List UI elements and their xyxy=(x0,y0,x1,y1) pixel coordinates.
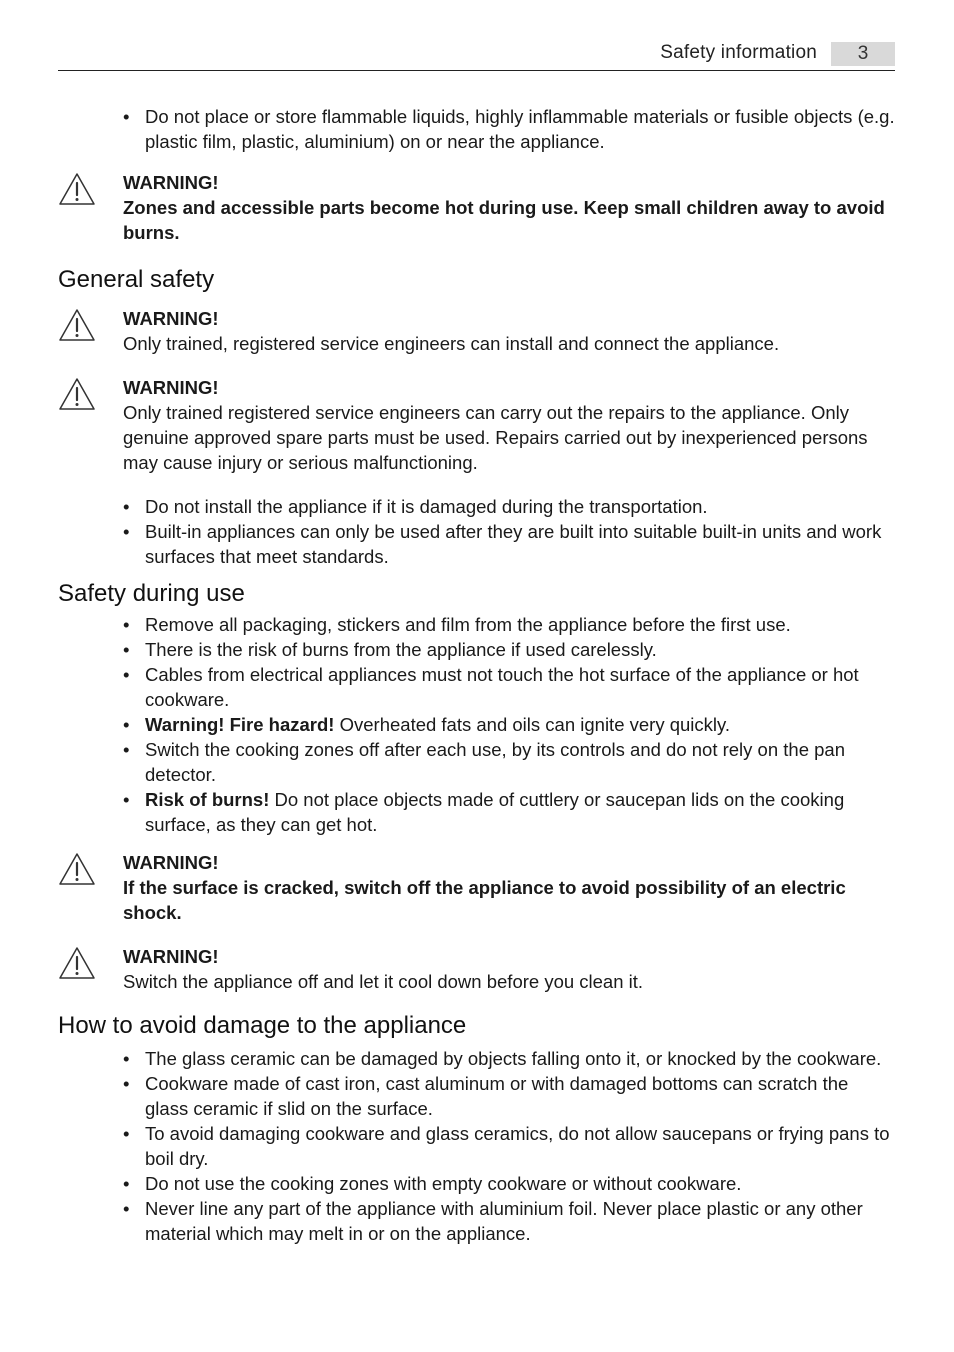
warning-text: Zones and accessible parts become hot during use. Keep small children away to avoid burns. xyxy=(123,197,885,243)
warning-block-cool-down xyxy=(58,944,896,994)
avoid-damage-bullet-list xyxy=(58,1046,896,1246)
warning-triangle-icon xyxy=(58,308,96,342)
list-item: • Cables from electrical appliances must not touch the hot surface of the appliance or hot cookware. xyxy=(123,662,896,712)
emphasis-label: Warning! Fire hazard! xyxy=(145,714,335,735)
general-safety-bullet-list xyxy=(58,494,896,569)
warning-text: Switch the appliance off and let it cool down before you clean it. xyxy=(123,971,644,992)
list-item: • Switch the cooking zones off after each use, by its controls and do not rely on the pan detector. xyxy=(123,737,896,787)
list-item: • Remove all packaging, stickers and film from the appliance before the first use. xyxy=(123,612,896,637)
warning-label: WARNING! xyxy=(123,946,219,967)
list-item: • Built-in appliances can only be used after they are built into suitable built-in units and work surfaces that meet standards. xyxy=(123,519,896,569)
top-bullet-list xyxy=(58,104,896,154)
list-item: • Never line any part of the appliance with aluminium foil. Never place plastic or any other material which may melt in or on the appliance. xyxy=(123,1196,896,1246)
warning-label: WARNING! xyxy=(123,852,219,873)
section-title-avoid-damage: How to avoid damage to the appliance xyxy=(58,1012,467,1039)
header-title: Safety information xyxy=(660,42,817,63)
list-item xyxy=(123,787,896,837)
list-item: • Do not install the appliance if it is damaged during the transportation. xyxy=(123,494,896,519)
list-item-text: Overheated fats and oils can ignite very quickly. xyxy=(334,714,731,735)
warning-text: If the surface is cracked, switch off the appliance to avoid possibility of an electric shock. xyxy=(123,877,846,923)
page-number: 3 xyxy=(831,42,895,66)
list-item-text: Do not place objects made of cuttlery or saucepan lids on the cooking surface, as they can get hot. xyxy=(145,789,845,835)
page-header xyxy=(58,40,895,71)
section-title-safety-during-use: Safety during use xyxy=(58,580,245,607)
page-content xyxy=(58,104,896,1246)
warning-block-repairs xyxy=(58,375,896,475)
warning-block-installation xyxy=(58,306,896,356)
safety-during-use-bullet-list xyxy=(58,612,896,837)
list-item: • Do not place or store flammable liquids, highly inflammable materials or fusible objects (e.g. plastic film, plastic, aluminium) on or near the appliance. xyxy=(123,104,896,154)
list-item: • Cookware made of cast iron, cast aluminum or with damaged bottoms can scratch the glass ceramic if slid on the surface. xyxy=(123,1071,896,1121)
list-item: • There is the risk of burns from the appliance if used carelessly. xyxy=(123,637,896,662)
warning-triangle-icon xyxy=(58,172,96,206)
warning-label: WARNING! xyxy=(123,172,219,193)
warning-triangle-icon xyxy=(58,377,96,411)
list-item: • To avoid damaging cookware and glass ceramics, do not allow saucepans or frying pans to boil dry. xyxy=(123,1121,896,1171)
list-item: • The glass ceramic can be damaged by objects falling onto it, or knocked by the cookware. xyxy=(123,1046,896,1071)
section-title-general-safety: General safety xyxy=(58,266,215,293)
warning-block-cracked-surface xyxy=(58,850,896,925)
warning-triangle-icon xyxy=(58,946,96,980)
emphasis-label: Risk of burns! xyxy=(145,789,270,810)
list-item: • Do not use the cooking zones with empty cookware or without cookware. xyxy=(123,1171,896,1196)
warning-triangle-icon xyxy=(58,852,96,886)
warning-label: WARNING! xyxy=(123,308,219,329)
warning-text: Only trained, registered service engineers can install and connect the appliance. xyxy=(123,333,780,354)
list-item xyxy=(123,712,896,737)
warning-block-hot-zones xyxy=(58,170,896,245)
warning-label: WARNING! xyxy=(123,377,219,398)
warning-text: Only trained registered service engineers can carry out the repairs to the appliance. Only genuine approved spare parts must be used. Repairs carried out by inexperienced persons may cause injury or serious malfunctioning. xyxy=(123,402,868,473)
